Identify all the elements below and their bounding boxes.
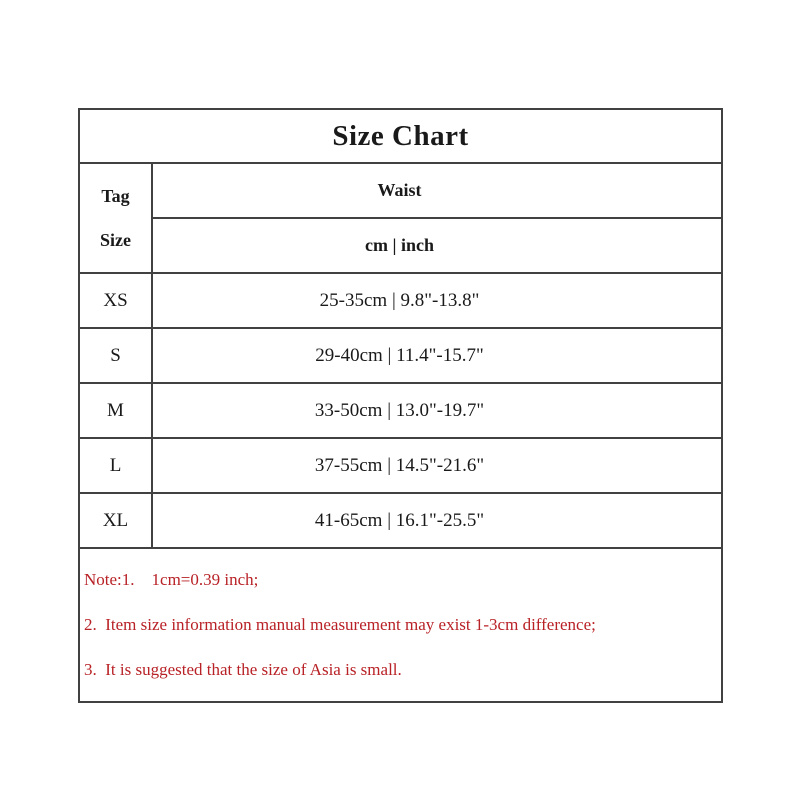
- chart-title: Size Chart: [80, 110, 721, 164]
- size-chart-table: [78, 108, 723, 703]
- header-waist-cell: Waist: [153, 164, 721, 219]
- size-label: XS: [80, 274, 153, 327]
- table-row-s: [80, 329, 721, 384]
- table-row-m: [80, 384, 721, 439]
- header-tag-size-cell: [80, 164, 153, 272]
- note-line-3: 3. It is suggested that the size of Asia is small.: [84, 660, 402, 679]
- note-line-2: 2. Item size information manual measurement may exist 1-3cm difference;: [84, 615, 596, 634]
- header-tag-line: Tag: [101, 186, 130, 206]
- waist-range: 29-40cm | 11.4"-15.7": [315, 344, 484, 366]
- header-size-line: Size: [100, 230, 131, 250]
- notes-section: [80, 549, 721, 704]
- size-label: L: [80, 439, 153, 492]
- size-label: XL: [80, 494, 153, 547]
- waist-range: 33-50cm | 13.0"-19.7": [314, 399, 485, 421]
- note-line-1: Note:1. 1cm=0.39 inch;: [84, 570, 259, 589]
- size-label: S: [80, 329, 153, 382]
- table-row-xs: [80, 274, 721, 329]
- table-header: [80, 164, 721, 274]
- waist-range: 25-35cm | 9.8"-13.8": [319, 289, 480, 311]
- waist-range: 41-65cm | 16.1"-25.5": [314, 509, 485, 531]
- header-waist-column: [153, 164, 721, 272]
- size-label: M: [80, 384, 153, 437]
- header-unit-cell: cm | inch: [365, 235, 434, 255]
- waist-range: 37-55cm | 14.5"-21.6": [314, 454, 485, 476]
- table-row-l: [80, 439, 721, 494]
- table-row-xl: [80, 494, 721, 549]
